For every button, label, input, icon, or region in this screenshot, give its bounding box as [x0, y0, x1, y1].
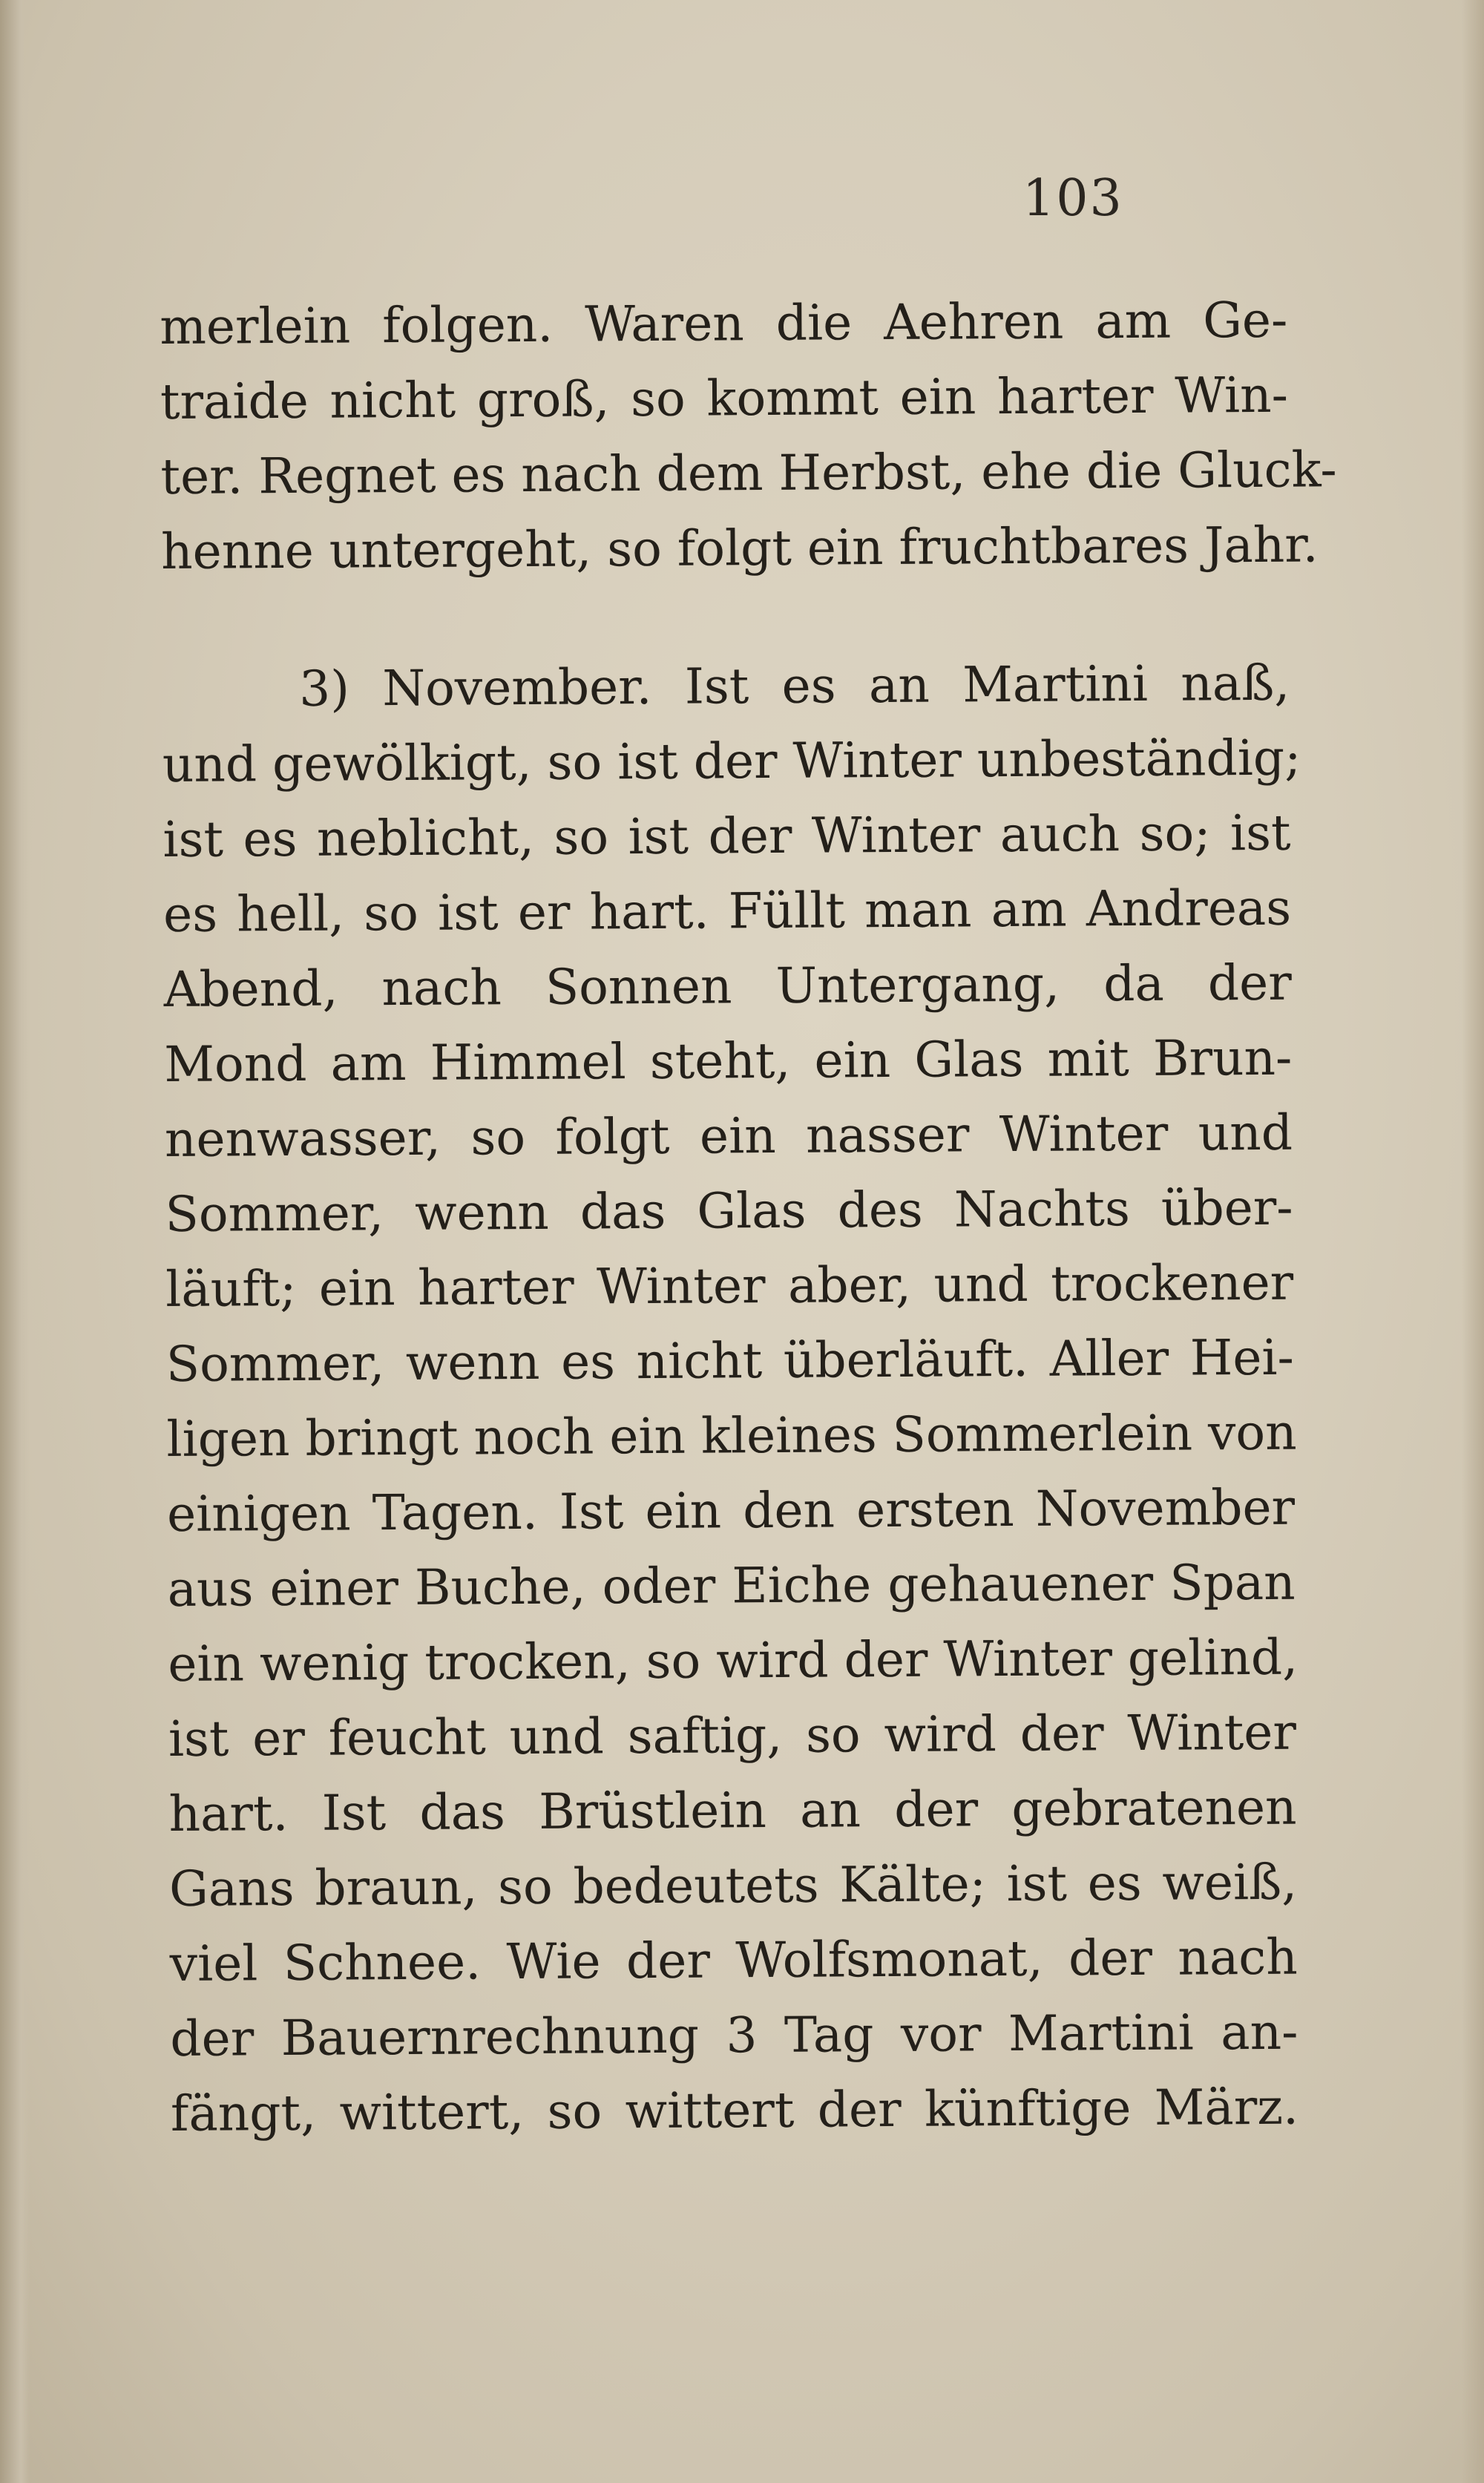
- text-line: Sommer, wenn es nicht überläuft. Aller Hei-: [165, 1328, 1295, 1393]
- text-line: ist er feucht und saftig, so wird der Winter: [168, 1703, 1297, 1768]
- text-line: 3) November. Ist es an Martini naß,: [299, 654, 1290, 718]
- text-line: der Bauernrechnung 3 Tag vor Martini an-: [170, 2003, 1298, 2067]
- text-line: traide nicht groß, so kommt ein harter Win-: [160, 366, 1289, 430]
- text-line: viel Schnee. Wie der Wolfsmonat, der nach: [169, 1928, 1298, 1992]
- text-line: Gans braun, so bedeutets Kälte; ist es weiß,: [168, 1853, 1298, 1918]
- text-line: hart. Ist das Brüstlein an der gebratenen: [168, 1778, 1297, 1843]
- text-line: ligen bringt noch ein kleines Sommerlein von: [166, 1403, 1297, 1468]
- text-line: fängt, wittert, so wittert der künftige März.: [170, 2078, 1299, 2142]
- text-line: henne untergeht, so folgt ein fruchtbares Jahr.: [160, 516, 1319, 580]
- text-line: Sommer, wenn das Glas des Nachts über-: [165, 1178, 1293, 1243]
- text-line: es hell, so ist er hart. Füllt man am Andreas: [162, 879, 1292, 943]
- text-line: ter. Regnet es nach dem Herbst, ehe die Gluck-: [160, 441, 1337, 505]
- page-gutter-shadow: [0, 0, 30, 2483]
- text-line: und gewölkigt, so ist der Winter unbeständig;: [162, 729, 1301, 793]
- body-text: [160, 283, 1337, 2151]
- text-line: läuft; ein harter Winter aber, und trockener: [165, 1253, 1294, 1318]
- page-number: 103: [1022, 169, 1123, 228]
- text-line: ist es neblicht, so ist der Winter auch so; ist: [162, 804, 1291, 868]
- text-line: Mond am Himmel steht, ein Glas mit Brun-: [164, 1029, 1293, 1093]
- text-line: Abend, nach Sonnen Untergang, da der: [163, 954, 1292, 1018]
- text-line: aus einer Buche, oder Eiche gehauener Span: [167, 1553, 1296, 1618]
- paragraph-2: [162, 646, 1301, 2151]
- text-line: merlein folgen. Waren die Aehren am Ge-: [160, 291, 1288, 355]
- text-line: einigen Tagen. Ist ein den ersten November: [166, 1478, 1296, 1543]
- paragraph-gap: [161, 583, 1289, 652]
- page-edge-shadow: [1462, 0, 1484, 2483]
- paragraph-1: [160, 283, 1337, 589]
- text-line: ein wenig trocken, so wird der Winter gelind,: [168, 1628, 1298, 1693]
- text-line: nenwasser, so folgt ein nasser Winter und: [164, 1103, 1293, 1168]
